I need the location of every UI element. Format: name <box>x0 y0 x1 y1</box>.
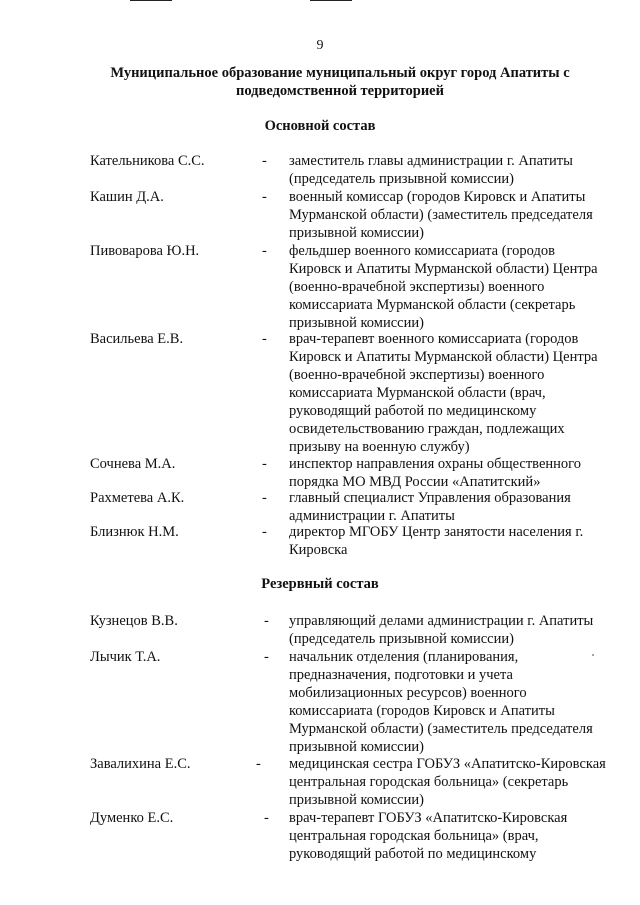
member-role: начальник отделения (планирования, предназначения, подготовки и учета мобилизационных ресурсов) военного комиссариата (городов Кировск и Апатиты Мурманской области) (заместитель председателя призывной комиссии) <box>289 649 593 755</box>
member-role: главный специалист Управления образования администрации г. Апатиты <box>289 490 571 524</box>
member-name: Лычик Т.А. <box>90 649 161 665</box>
member-name: Близнюк Н.М. <box>90 524 179 540</box>
member-dash: - <box>262 243 267 259</box>
member-role: заместитель главы администрации г. Апатиты (председатель призывной комиссии) <box>289 153 573 187</box>
member-role: врач-терапевт военного комиссариата (городов Кировск и Апатиты Мурманской области) Центра (военно-врачебной экспертизы) военного комиссариата Мурманской области (врач, руководящий работой по медицинскому освидетельствованию граждан, подлежащих призыву на военную службу) <box>289 331 598 455</box>
member-role: медицинская сестра ГОБУЗ «Апатитско-Кировская центральная городская больница» (секретарь призывной комиссии) <box>289 756 606 808</box>
member-dash: - <box>262 189 267 205</box>
member-role: управляющий делами администрации г. Апатиты (председатель призывной комиссии) <box>289 613 594 647</box>
top-rule-left <box>130 0 172 1</box>
member-name: Пивоварова Ю.Н. <box>90 243 200 259</box>
member-role: фельдшер военного комиссариата (городов Кировск и Апатиты Мурманской области) Центра (военно-врачебной экспертизы) военного комиссариата Мурманской области (секретарь призывной комиссии) <box>289 243 598 331</box>
member-name: Думенко Е.С. <box>90 810 174 826</box>
page-number: 9 <box>316 38 324 53</box>
member-name: Завалихина Е.С. <box>90 756 191 772</box>
member-dash: - <box>262 331 267 347</box>
member-dash: - <box>256 756 261 772</box>
member-dash: - <box>264 613 269 629</box>
member-dash: - <box>262 153 267 169</box>
member-name: Сочнева М.А. <box>90 456 176 472</box>
main-section-heading: Основной состав <box>264 118 376 134</box>
member-dash: - <box>262 490 267 506</box>
scan-speck <box>592 654 594 656</box>
member-name: Рахметева А.К. <box>90 490 185 506</box>
member-dash: - <box>262 524 267 540</box>
member-role: военный комиссар (городов Кировск и Апатиты Мурманской области) (заместитель председателя призывной комиссии) <box>289 189 593 241</box>
member-name: Кузнецов В.В. <box>90 613 178 629</box>
member-dash: - <box>262 456 267 472</box>
member-name: Васильева Е.В. <box>90 331 184 347</box>
member-name: Кашин Д.А. <box>90 189 164 205</box>
member-role: директор МГОБУ Центр занятости населения г. Кировска <box>289 524 584 558</box>
reserve-section-heading: Резервный состав <box>261 576 379 592</box>
document-title: Муниципальное образование муниципальный округ город Апатиты с подведомственной территорией <box>110 65 570 99</box>
member-name: Кательникова С.С. <box>90 153 205 169</box>
member-role: врач-терапевт ГОБУЗ «Апатитско-Кировская центральная городская больница» (врач, руководящий работой по медицинскому <box>289 810 568 862</box>
top-rule-right <box>310 0 352 1</box>
member-dash: - <box>264 810 269 826</box>
member-role: инспектор направления охраны общественного порядка МО МВД России «Апатитский» <box>289 456 581 490</box>
member-dash: - <box>264 649 269 665</box>
